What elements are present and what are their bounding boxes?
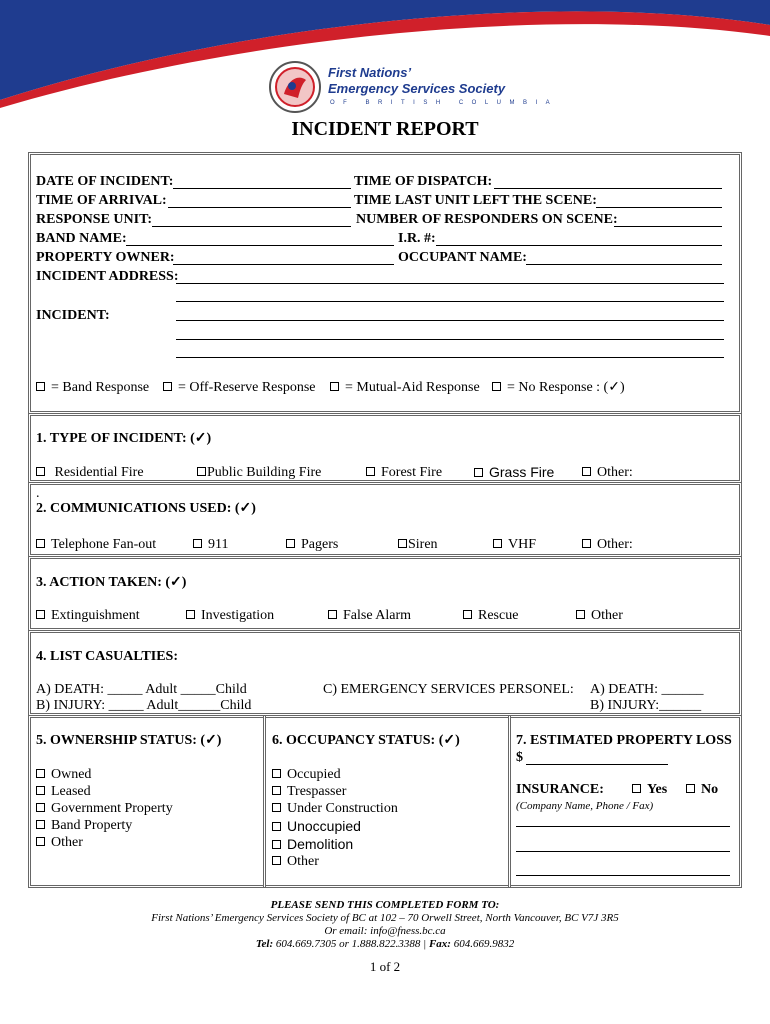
checkbox-icon[interactable]	[272, 786, 281, 795]
checkbox-icon[interactable]	[286, 539, 295, 548]
tel-label: Tel:	[255, 938, 274, 950]
checkbox-icon[interactable]	[36, 539, 45, 548]
response-unit-label: RESPONSE UNIT:	[36, 212, 153, 227]
action-option-false-alarm[interactable]: False Alarm	[328, 608, 411, 624]
casualties-heading: 4. LIST CASUALTIES:	[36, 649, 179, 664]
checkbox-icon[interactable]	[686, 784, 695, 793]
stray-dot: .	[36, 486, 40, 501]
page-number: 1 of 2	[369, 959, 401, 974]
incident-address-label: INCIDENT ADDRESS:	[36, 269, 179, 284]
incident-option-public-building[interactable]: Public Building Fire	[197, 465, 321, 481]
time-last-unit-label: TIME LAST UNIT LEFT THE SCENE:	[354, 193, 597, 208]
action-option-extinguishment[interactable]: Extinguishment	[36, 608, 140, 624]
footer-address: First Nations’ Emergency Services Society of BC at 102 – 70 Orwell Street, North Vancouver, BC V7J 3R5	[151, 912, 619, 924]
checkbox-icon[interactable]	[36, 820, 45, 829]
incident-field-1[interactable]	[176, 320, 724, 321]
checkbox-icon[interactable]	[193, 539, 202, 548]
ownership-option-band[interactable]: Band Property	[36, 818, 132, 834]
incident-option-residential[interactable]: Residential Fire	[36, 465, 144, 481]
checkbox-icon[interactable]	[576, 610, 585, 619]
incident-field-3[interactable]	[176, 357, 724, 358]
checkbox-icon[interactable]	[366, 467, 375, 476]
checkbox-icon[interactable]	[272, 840, 281, 849]
response-option-off-reserve[interactable]: = Off-Reserve Response	[163, 380, 316, 396]
checkbox-icon[interactable]	[493, 539, 502, 548]
logo-line-1: First Nations’	[328, 65, 412, 80]
ir-number-label: I.R. #:	[398, 231, 436, 246]
checkbox-icon[interactable]	[272, 769, 281, 778]
action-taken-heading: 3. ACTION TAKEN: (✓)	[36, 575, 187, 590]
checkbox-icon[interactable]	[582, 467, 591, 476]
occupancy-option-under-construction[interactable]: Under Construction	[272, 801, 398, 817]
footer-phone-fax	[0, 938, 770, 951]
insurance-no[interactable]: No	[686, 782, 718, 798]
checkbox-icon[interactable]	[272, 803, 281, 812]
checkbox-icon[interactable]	[272, 856, 281, 865]
checkbox-icon[interactable]	[186, 610, 195, 619]
organization-logo	[268, 60, 559, 116]
incident-option-grass[interactable]: Grass Fire	[474, 464, 554, 480]
time-of-arrival-label: TIME OF ARRIVAL:	[36, 193, 167, 208]
ownership-option-leased[interactable]: Leased	[36, 784, 91, 800]
checkbox-icon[interactable]	[272, 822, 281, 831]
checkbox-icon[interactable]	[582, 539, 591, 548]
response-option-band[interactable]: = Band Response	[36, 380, 149, 396]
comm-option-other[interactable]: Other:	[582, 537, 633, 553]
incident-option-forest[interactable]: Forest Fire	[366, 465, 442, 481]
checkbox-icon[interactable]	[36, 803, 45, 812]
insurance-company-field-2[interactable]	[516, 851, 730, 852]
fax-value: 604.669.9832	[453, 938, 515, 950]
incident-field-2[interactable]	[176, 339, 724, 340]
checkbox-icon[interactable]	[632, 784, 641, 793]
esp-label: C) EMERGENCY SERVICES PERSONEL:	[323, 682, 574, 697]
type-of-incident-heading: 1. TYPE OF INCIDENT: (✓)	[36, 431, 212, 446]
ir-number-field[interactable]	[436, 245, 722, 246]
action-option-investigation[interactable]: Investigation	[186, 608, 274, 624]
date-of-incident-label: DATE OF INCIDENT:	[36, 174, 174, 189]
checkbox-icon[interactable]	[474, 468, 483, 477]
footer-email[interactable]: Or email: info@fness.bc.ca	[324, 925, 446, 937]
ownership-heading: 5. OWNERSHIP STATUS: (✓)	[36, 733, 222, 748]
ownership-option-other[interactable]: Other	[36, 835, 83, 851]
incident-option-other[interactable]: Other:	[582, 465, 633, 481]
checkbox-icon[interactable]	[36, 610, 45, 619]
band-name-label: BAND NAME:	[36, 231, 127, 246]
comm-option-vhf[interactable]: VHF	[493, 537, 536, 553]
logo-line-2: Emergency Services Society	[328, 81, 506, 96]
occupancy-option-other[interactable]: Other	[272, 854, 319, 870]
comm-option-pagers[interactable]: Pagers	[286, 537, 338, 553]
insurance-yes[interactable]: Yes	[632, 782, 667, 798]
checkbox-icon[interactable]	[328, 610, 337, 619]
logo-emblem-icon	[268, 60, 322, 114]
casualties-death-row[interactable]: A) DEATH: _____ Adult _____Child	[36, 682, 247, 697]
property-owner-label: PROPERTY OWNER:	[36, 250, 175, 265]
response-option-none[interactable]: = No Response : (✓)	[492, 380, 625, 396]
property-loss-dollar: $	[516, 750, 523, 765]
checkbox-icon[interactable]	[330, 382, 339, 391]
fax-label: Fax:	[428, 938, 451, 950]
ownership-option-owned[interactable]: Owned	[36, 767, 91, 783]
occupant-name-field[interactable]	[526, 264, 722, 265]
footer-send-to: PLEASE SEND THIS COMPLETED FORM TO:	[270, 899, 500, 911]
checkbox-icon[interactable]	[36, 786, 45, 795]
page-title: INCIDENT REPORT	[291, 118, 479, 140]
logo-line-3: OF BRITISH COLUMBIA	[330, 100, 559, 106]
checkbox-icon[interactable]	[197, 467, 206, 476]
insurance-company-field-1[interactable]	[516, 826, 730, 827]
time-of-dispatch-label: TIME OF DISPATCH:	[354, 174, 493, 189]
esp-injury[interactable]: B) INJURY:______	[590, 698, 702, 713]
ownership-option-government[interactable]: Government Property	[36, 801, 173, 817]
comm-option-911[interactable]: 911	[193, 537, 228, 553]
checkbox-icon[interactable]	[36, 382, 45, 391]
incident-address-field[interactable]	[176, 283, 724, 284]
occupancy-option-unoccupied[interactable]: Unoccupied	[272, 818, 361, 834]
date-of-incident-field[interactable]	[173, 188, 351, 189]
checkbox-icon[interactable]	[398, 539, 407, 548]
checkbox-icon[interactable]	[492, 382, 501, 391]
occupancy-option-trespasser[interactable]: Trespasser	[272, 784, 346, 800]
comm-option-siren[interactable]: Siren	[398, 537, 438, 553]
checkbox-icon[interactable]	[36, 837, 45, 846]
company-note: (Company Name, Phone / Fax)	[516, 800, 654, 812]
band-name-field[interactable]	[126, 245, 394, 246]
occupancy-option-occupied[interactable]: Occupied	[272, 767, 341, 783]
time-of-dispatch-field[interactable]	[494, 188, 722, 189]
esp-death[interactable]: A) DEATH: ______	[590, 682, 704, 697]
checkbox-icon[interactable]	[36, 769, 45, 778]
insurance-label: INSURANCE:	[516, 782, 604, 797]
property-loss-heading: 7. ESTIMATED PROPERTY LOSS	[516, 733, 732, 748]
checkbox-icon[interactable]	[163, 382, 172, 391]
incident-label: INCIDENT:	[36, 308, 110, 323]
property-owner-field[interactable]	[173, 264, 394, 265]
number-responders-field[interactable]	[614, 226, 722, 227]
tel-value: 604.669.7305 or 1.888.822.3388 |	[275, 938, 427, 950]
checkbox-icon[interactable]	[36, 467, 45, 476]
time-last-unit-field[interactable]	[596, 207, 722, 208]
insurance-company-field-3[interactable]	[516, 875, 730, 876]
occupant-name-label: OCCUPANT NAME:	[398, 250, 527, 265]
communications-heading: 2. COMMUNICATIONS USED: (✓)	[36, 501, 256, 516]
number-responders-label: NUMBER OF RESPONDERS ON SCENE:	[356, 212, 618, 227]
action-option-other[interactable]: Other	[576, 608, 623, 624]
property-loss-amount-field[interactable]	[526, 764, 668, 765]
action-option-rescue[interactable]: Rescue	[463, 608, 518, 624]
casualties-injury-row[interactable]: B) INJURY: _____ Adult______Child	[36, 698, 252, 713]
checkbox-icon[interactable]	[463, 610, 472, 619]
time-of-arrival-field[interactable]	[168, 207, 351, 208]
comm-option-telephone[interactable]: Telephone Fan-out	[36, 537, 156, 553]
incident-address-field-2[interactable]	[176, 301, 724, 302]
occupancy-heading: 6. OCCUPANCY STATUS: (✓)	[272, 733, 460, 748]
occupancy-option-demolition[interactable]: Demolition	[272, 836, 353, 852]
response-unit-field[interactable]	[152, 226, 351, 227]
response-option-mutual-aid[interactable]: = Mutual-Aid Response	[330, 380, 480, 396]
